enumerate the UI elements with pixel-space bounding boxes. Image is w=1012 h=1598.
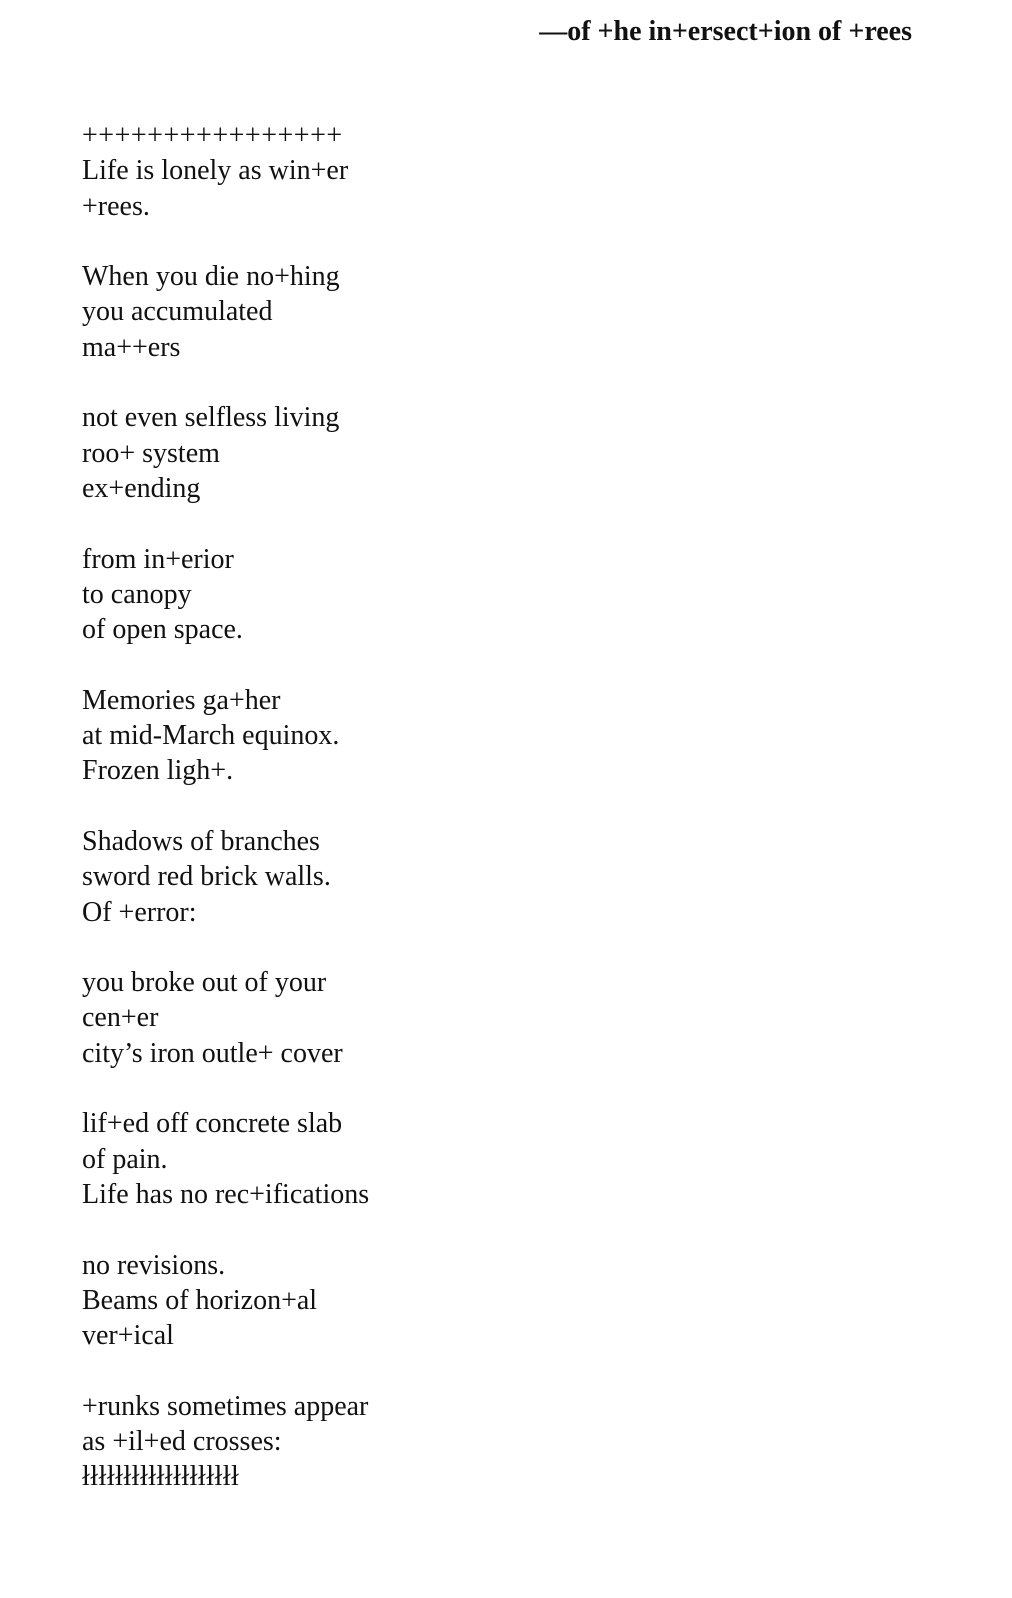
poem-line: cen+er <box>82 1002 159 1034</box>
stanza <box>82 683 682 789</box>
stanza <box>82 824 682 930</box>
stanza <box>82 400 682 506</box>
poem-line: no revisions. <box>82 1249 226 1281</box>
poem-line: to canopy <box>82 578 192 610</box>
poem-line: as +il+ed crosses: <box>82 1425 282 1457</box>
poem-line: at mid-March equinox. <box>82 720 340 752</box>
poem-body <box>82 118 682 1495</box>
stanza <box>82 1248 682 1354</box>
poem-title: —of +he in+ersect+ion of +rees <box>539 16 912 47</box>
poem-line: +rees. <box>82 190 150 222</box>
poem-line: ma++ers <box>82 331 181 363</box>
poem-line: not even selfless living <box>82 402 340 434</box>
poem-line: Of +error: <box>82 896 197 928</box>
poem-line: of pain. <box>82 1143 168 1175</box>
poem-line: ver+ical <box>82 1320 174 1352</box>
poem-line: lif+ed off concrete slab <box>82 1108 343 1140</box>
poem-line: ++++++++++++++++ <box>82 120 343 151</box>
poem-line: of open space. <box>82 614 243 646</box>
stanza <box>82 965 682 1071</box>
poem-line: sword red brick walls. <box>82 861 331 893</box>
stanza <box>82 1389 682 1495</box>
poem-line: Shadows of branches <box>82 825 320 857</box>
poem-line: Life is lonely as win+er <box>82 155 349 187</box>
stanza <box>82 542 682 648</box>
poem-line: łłłłłłłłłłłłłłłłłłł <box>82 1461 240 1493</box>
poem-line: you accumulated <box>82 296 273 328</box>
poem-line: Life has no rec+ifications <box>82 1178 370 1210</box>
poem-line: Frozen ligh+. <box>82 755 234 787</box>
stanza <box>82 1106 682 1212</box>
poem-line: Beams of horizon+al <box>82 1284 318 1316</box>
poem-line: city’s iron outle+ cover <box>82 1037 343 1069</box>
poem-line: roo+ system <box>82 437 220 469</box>
poem-line: Memories ga+her <box>82 684 281 716</box>
poem-line: +runks sometimes appear <box>82 1390 369 1422</box>
stanza <box>82 259 682 365</box>
stanza <box>82 118 682 224</box>
poem-line: ex+ending <box>82 472 201 504</box>
poem-line: from in+erior <box>82 543 234 575</box>
poem-line: When you die no+hing <box>82 261 340 293</box>
poem-line: you broke out of your <box>82 967 327 999</box>
